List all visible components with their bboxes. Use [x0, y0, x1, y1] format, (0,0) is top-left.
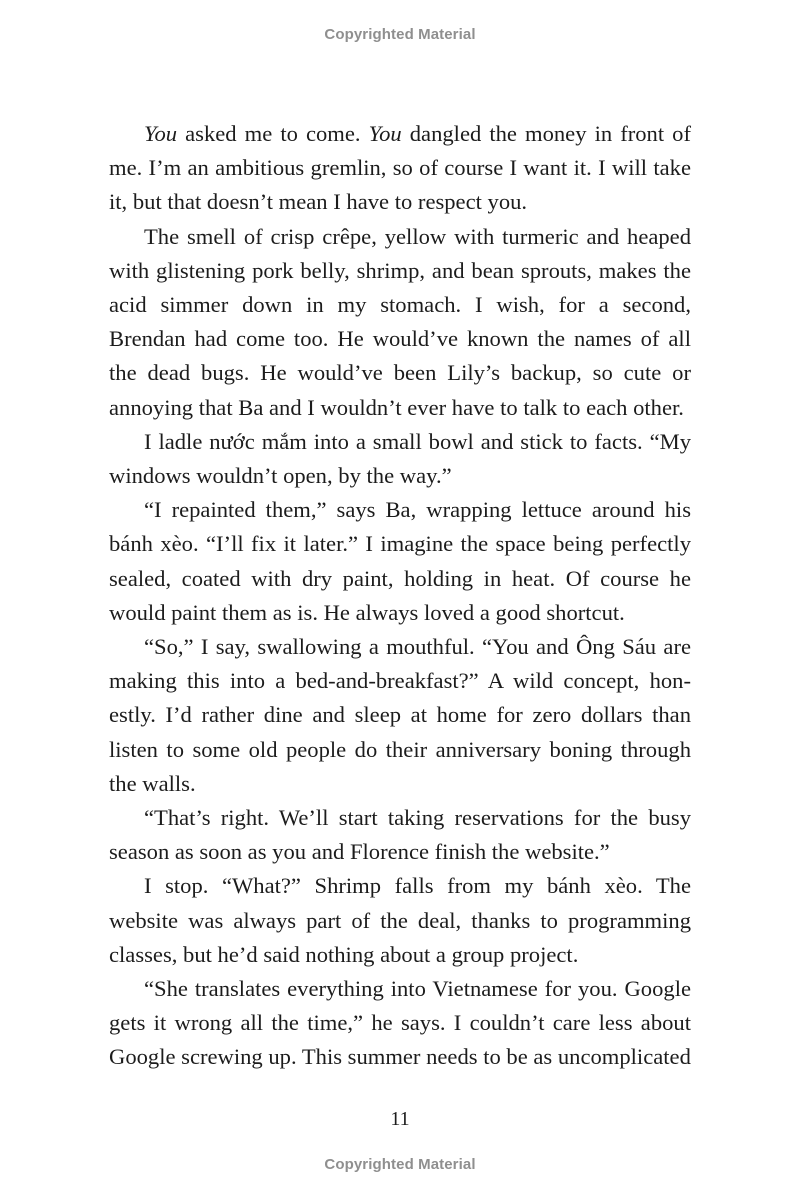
paragraph-4: “I repainted them,” says Ba, wrapping lettuce around his bánh xèo. “I’ll fix it later.” I imagine the space being perfectly sealed, coated with dry paint, holding in heat. Of course he would paint them as is. He always loved a good shortcut.	[109, 497, 691, 625]
copyright-watermark-bottom: Copyrighted Material	[324, 1156, 476, 1173]
copyright-watermark-top: Copyrighted Material	[324, 26, 476, 43]
paragraph-7: I stop. “What?” Shrimp falls from my bánh xèo. The website was always part of the deal, thanks to programming classes, but he’d said nothing about a group project.	[109, 873, 691, 967]
paragraph-1-text-b: dangled the money in front of me. I’m an ambitious gremlin, so of course I want it. I will take it, but that doesn’t mean I have to respect you.	[109, 121, 692, 215]
body-text	[109, 117, 691, 1075]
paragraph-2: The smell of crisp crêpe, yellow with turmeric and heaped with glistening pork belly, shrimp, and bean sprouts, makes the acid simmer down in my stomach. I wish, for a second, Brendan had come too. He would’ve known the names of all the dead bugs. He would’ve been Lily’s backup, so cute or annoying that Ba and I wouldn’t ever have to talk to each other.	[109, 223, 691, 420]
paragraph-1	[109, 117, 691, 220]
paragraph-1-text-a: asked me to come.	[177, 121, 369, 146]
paragraph-8: “She translates everything into Vietnamese for you. Google gets it wrong all the time,” he says. I couldn’t care less about Google screwing up. This summer needs to be as uncomplicated	[109, 976, 691, 1070]
emphasis-you-2: You	[368, 121, 402, 146]
paragraph-6: “That’s right. We’ll start taking reservations for the busy season as soon as you and Florence finish the website.”	[109, 805, 691, 865]
paragraph-3: I ladle nước mắm into a small bowl and stick to facts. “My windows wouldn’t open, by the way.”	[109, 428, 691, 489]
page-number: 11	[390, 1108, 410, 1130]
emphasis-you-1: You	[144, 121, 178, 146]
paragraph-5: “So,” I say, swallowing a mouthful. “You and Ông Sáu are making this into a bed-and-breakfast?” A wild concept, honestly. I’d rather dine and sleep at home for zero dollars than listen to some old people do their anniversary boning through the walls.	[109, 634, 691, 796]
